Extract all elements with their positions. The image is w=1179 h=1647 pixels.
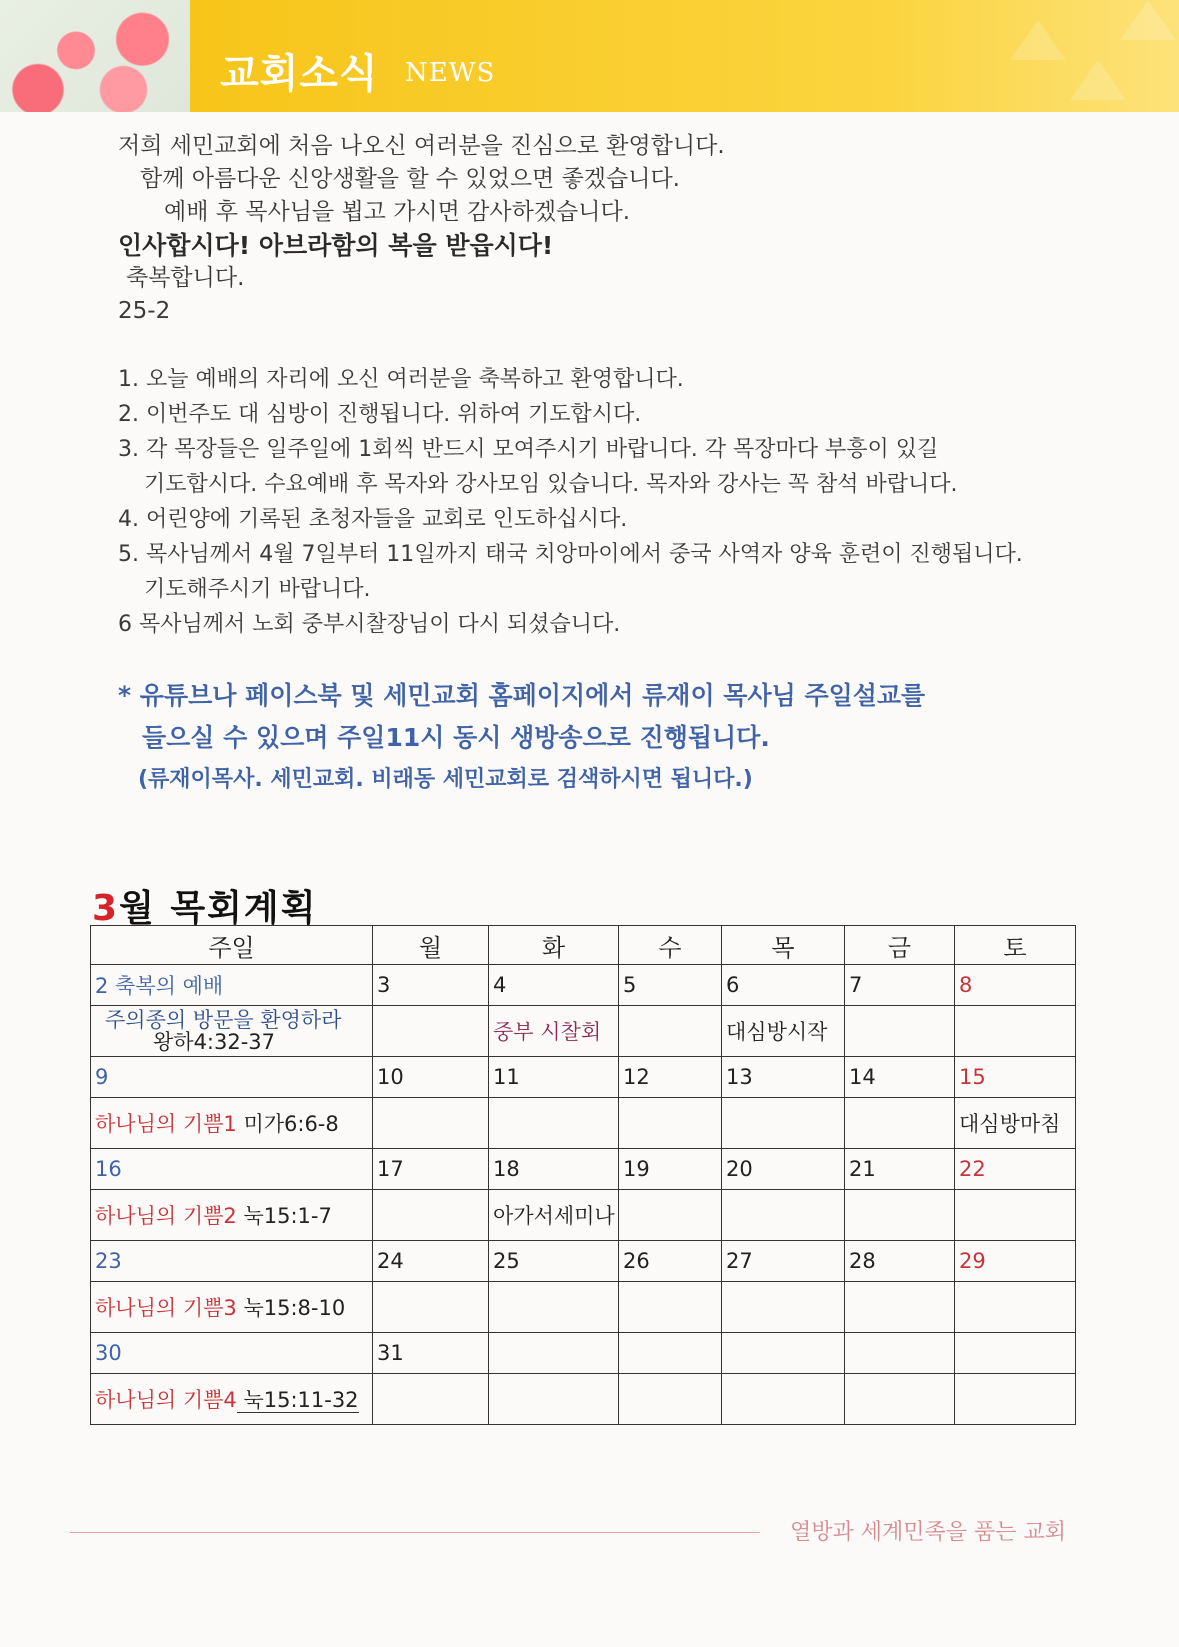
date-cell: 13 bbox=[722, 1057, 845, 1098]
event-cell bbox=[489, 1374, 619, 1425]
sermon-title: 주의종의 방문을 환영하라 bbox=[105, 1008, 342, 1032]
news-item: 6 목사님께서 노회 중부시찰장님이 다시 되셨습니다. bbox=[118, 612, 621, 637]
section-title: 교회소식 bbox=[220, 51, 379, 97]
week-events-row bbox=[91, 1282, 1076, 1333]
sunday-event-cell bbox=[91, 1190, 373, 1241]
week-dates-row bbox=[91, 1057, 1076, 1098]
date-cell: 30 bbox=[91, 1333, 373, 1374]
event-cell bbox=[489, 1098, 619, 1149]
welcome-line: 예배 후 목사님을 뵙고 가시면 감사하겠습니다. bbox=[164, 199, 631, 225]
event-cell bbox=[373, 1006, 489, 1057]
event-cell bbox=[722, 1098, 845, 1149]
schedule-title bbox=[92, 880, 317, 931]
event-cell bbox=[845, 1374, 955, 1425]
date-cell: 17 bbox=[373, 1149, 489, 1190]
date-cell bbox=[489, 1333, 619, 1374]
broadcast-notice bbox=[118, 675, 925, 801]
date-cell bbox=[722, 1333, 845, 1374]
greeting-line: 인사합시다! 아브라함의 복을 받읍시다! bbox=[118, 231, 554, 260]
date-cell bbox=[619, 1333, 722, 1374]
event-cell bbox=[619, 1282, 722, 1333]
notice-line: * 유튜브나 페이스북 및 세민교회 홈페이지에서 류재이 목사님 주일설교를 bbox=[118, 681, 926, 710]
news-item-continued: 기도합시다. 수요예배 후 목자와 강사모임 있습니다. 목자와 강사는 꼭 참석 바랍니다. bbox=[144, 472, 958, 497]
notice-line: (류재이목사. 세민교회. 비래동 세민교회로 검색하시면 됩니다.) bbox=[138, 767, 753, 792]
date-cell: 2 축복의 예배 bbox=[91, 965, 373, 1006]
event-cell bbox=[722, 1374, 845, 1425]
day-header-sun: 주일 bbox=[91, 926, 373, 965]
event-cell bbox=[845, 1098, 955, 1149]
event-cell: 중부 시찰회 bbox=[489, 1006, 619, 1057]
date-cell: 20 bbox=[722, 1149, 845, 1190]
event-cell bbox=[373, 1282, 489, 1333]
date-cell: 6 bbox=[722, 965, 845, 1006]
event-cell bbox=[955, 1374, 1076, 1425]
week-events-row bbox=[91, 1374, 1076, 1425]
event-cell: 대심방마침 bbox=[955, 1098, 1076, 1149]
sermon-scripture: 눅15:8-10 bbox=[236, 1296, 346, 1320]
schedule-month: 3 bbox=[92, 888, 120, 929]
date-cell bbox=[955, 1333, 1076, 1374]
event-cell bbox=[955, 1190, 1076, 1241]
event-cell: 아가서세미나 bbox=[489, 1190, 619, 1241]
week-dates-row bbox=[91, 1241, 1076, 1282]
news-item: 4. 어린양에 기록된 초청자들을 교회로 인도하십시다. bbox=[118, 507, 628, 532]
news-list bbox=[118, 362, 1078, 642]
sermon-scripture: 눅15:1-7 bbox=[236, 1204, 332, 1228]
welcome-message bbox=[118, 130, 725, 328]
event-cell bbox=[845, 1282, 955, 1333]
issue-number: 25-2 bbox=[118, 298, 171, 324]
schedule-title-text: 월 목회계획 bbox=[119, 888, 318, 929]
sermon-title: 하나님의 기쁨3 bbox=[95, 1296, 237, 1320]
sunday-event-cell bbox=[91, 1006, 373, 1057]
event-cell bbox=[845, 1190, 955, 1241]
day-header-tue: 화 bbox=[489, 926, 619, 965]
date-cell: 21 bbox=[845, 1149, 955, 1190]
event-cell bbox=[619, 1098, 722, 1149]
event-cell bbox=[722, 1190, 845, 1241]
week-dates-row bbox=[91, 1333, 1076, 1374]
date-cell: 31 bbox=[373, 1333, 489, 1374]
event-cell bbox=[619, 1006, 722, 1057]
date-cell bbox=[845, 1333, 955, 1374]
date-cell: 14 bbox=[845, 1057, 955, 1098]
schedule-calendar bbox=[90, 925, 1076, 1425]
title-banner bbox=[190, 0, 1179, 112]
welcome-line: 저희 세민교회에 처음 나오신 여러분을 진심으로 환영합니다. bbox=[118, 133, 725, 159]
news-item: 3. 각 목장들은 일주일에 1회씩 반드시 모여주시기 바랍니다. 각 목장마다 부흥이 있길 bbox=[118, 437, 939, 462]
section-subtitle: NEWS bbox=[405, 58, 496, 88]
event-cell bbox=[489, 1282, 619, 1333]
date-cell: 9 bbox=[91, 1057, 373, 1098]
date-cell: 15 bbox=[955, 1057, 1076, 1098]
news-item: 5. 목사님께서 4월 7일부터 11일까지 태국 치앙마이에서 중국 사역자 양육 훈련이 진행됩니다. bbox=[118, 542, 1023, 567]
sunday-event-cell bbox=[91, 1282, 373, 1333]
sermon-title: 하나님의 기쁨2 bbox=[95, 1204, 237, 1228]
date-cell: 16 bbox=[91, 1149, 373, 1190]
day-header-sat: 토 bbox=[955, 926, 1076, 965]
news-item-continued: 기도해주시기 바랍니다. bbox=[144, 577, 371, 602]
event-cell bbox=[619, 1374, 722, 1425]
news-item: 2. 이번주도 대 심방이 진행됩니다. 위하여 기도합시다. bbox=[118, 402, 642, 427]
date-cell: 12 bbox=[619, 1057, 722, 1098]
date-cell: 22 bbox=[955, 1149, 1076, 1190]
notice-line: 들으실 수 있으며 주일11시 동시 생방송으로 진행됩니다. bbox=[142, 723, 770, 752]
sermon-title: 하나님의 기쁨4 bbox=[95, 1388, 237, 1412]
event-cell: 대심방시작 bbox=[722, 1006, 845, 1057]
event-cell bbox=[373, 1190, 489, 1241]
page-header bbox=[0, 0, 1179, 112]
week-dates-row bbox=[91, 1149, 1076, 1190]
day-header-mon: 월 bbox=[373, 926, 489, 965]
event-cell bbox=[619, 1190, 722, 1241]
date-cell: 26 bbox=[619, 1241, 722, 1282]
sermon-scripture: 미가6:6-8 bbox=[236, 1112, 339, 1136]
event-cell bbox=[955, 1006, 1076, 1057]
date-cell: 11 bbox=[489, 1057, 619, 1098]
day-header-fri: 금 bbox=[845, 926, 955, 965]
date-cell: 4 bbox=[489, 965, 619, 1006]
date-cell: 5 bbox=[619, 965, 722, 1006]
date-cell: 29 bbox=[955, 1241, 1076, 1282]
date-cell: 10 bbox=[373, 1057, 489, 1098]
event-cell bbox=[845, 1006, 955, 1057]
date-cell: 8 bbox=[955, 965, 1076, 1006]
date-cell: 18 bbox=[489, 1149, 619, 1190]
event-cell bbox=[373, 1374, 489, 1425]
week-events-row bbox=[91, 1190, 1076, 1241]
flower-image bbox=[0, 0, 190, 112]
event-cell bbox=[373, 1098, 489, 1149]
date-cell: 3 bbox=[373, 965, 489, 1006]
week-events-row bbox=[91, 1006, 1076, 1057]
day-header-thu: 목 bbox=[722, 926, 845, 965]
date-cell: 7 bbox=[845, 965, 955, 1006]
sermon-scripture: 눅15:11-32 bbox=[236, 1388, 359, 1412]
sunday-event-cell bbox=[91, 1374, 373, 1425]
blessing-line: 축복합니다. bbox=[126, 265, 245, 291]
event-cell bbox=[722, 1282, 845, 1333]
news-item: 1. 오늘 예배의 자리에 오신 여러분을 축복하고 환영합니다. bbox=[118, 367, 684, 392]
day-header-wed: 수 bbox=[619, 926, 722, 965]
date-cell: 27 bbox=[722, 1241, 845, 1282]
week-dates-row bbox=[91, 965, 1076, 1006]
week-events-row bbox=[91, 1098, 1076, 1149]
date-cell: 23 bbox=[91, 1241, 373, 1282]
date-cell: 24 bbox=[373, 1241, 489, 1282]
day-header-row bbox=[91, 926, 1076, 965]
sermon-scripture: 왕하4:32-37 bbox=[153, 1030, 276, 1054]
event-cell bbox=[955, 1282, 1076, 1333]
welcome-line: 함께 아름다운 신앙생활을 할 수 있었으면 좋겠습니다. bbox=[140, 166, 680, 192]
date-cell: 19 bbox=[619, 1149, 722, 1190]
sunday-event-cell bbox=[91, 1098, 373, 1149]
date-cell: 25 bbox=[489, 1241, 619, 1282]
date-cell: 28 bbox=[845, 1241, 955, 1282]
footer-divider bbox=[70, 1532, 760, 1533]
sermon-title: 하나님의 기쁨1 bbox=[95, 1112, 237, 1136]
footer-slogan: 열방과 세계민족을 품는 교회 bbox=[790, 1520, 1067, 1545]
